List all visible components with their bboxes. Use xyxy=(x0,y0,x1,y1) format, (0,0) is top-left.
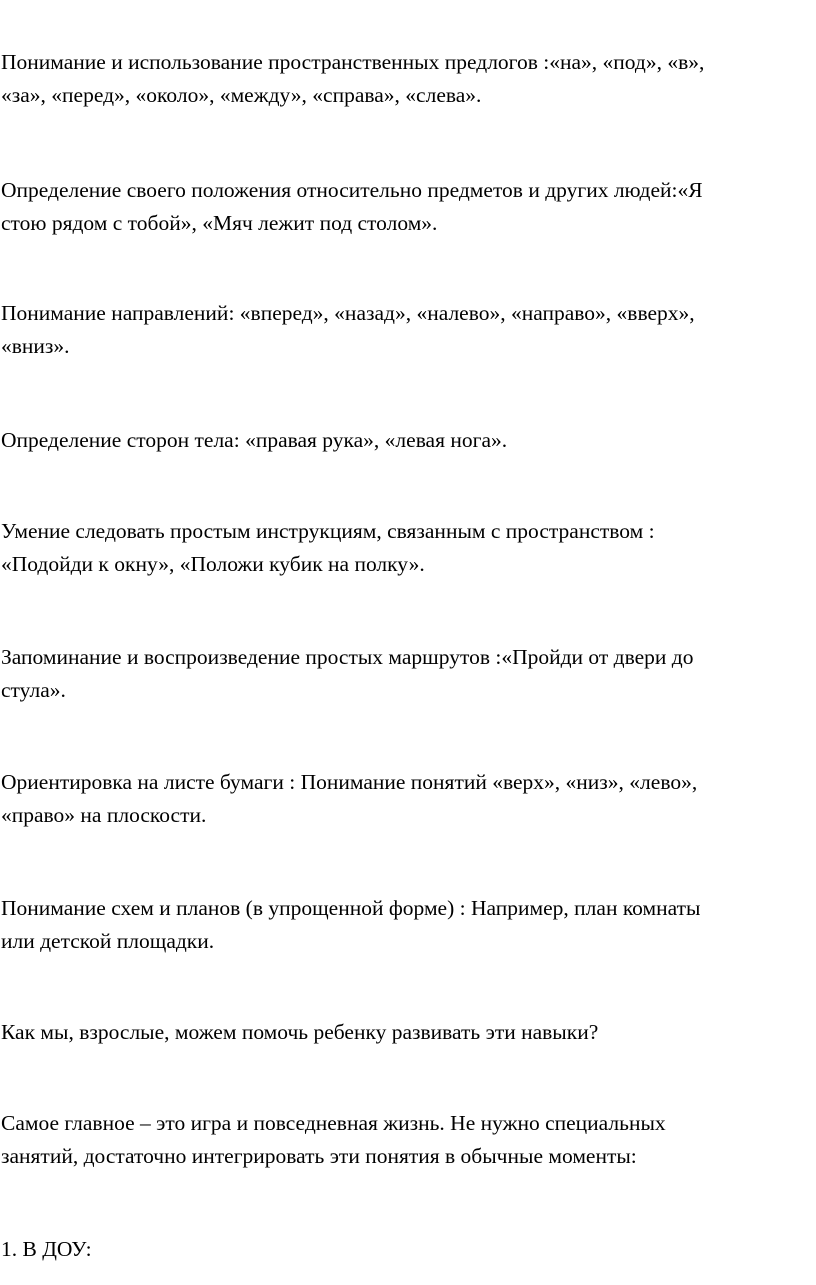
paragraph-line: Понимание направлений: «вперед», «назад», «налево», «направо», «вверх», xyxy=(1,301,695,325)
paragraph-line: «Подойди к окну», «Положи кубик на полку». xyxy=(1,552,425,576)
paragraph-question xyxy=(1,1016,813,1049)
paragraph-line: или детской площадки. xyxy=(1,929,215,953)
paragraph-line: «вниз». xyxy=(1,334,70,358)
paragraph-line: Как мы, взрослые, можем помочь ребенку развивать эти навыки? xyxy=(1,1020,599,1044)
paragraph-line: Умение следовать простым инструкциям, связанным с пространством : xyxy=(1,519,655,543)
paragraph-line: стула». xyxy=(1,678,66,702)
paragraph-line: Запоминание и воспроизведение простых маршрутов :«Пройди от двери до xyxy=(1,645,694,669)
paragraph-line: Понимание схем и планов (в упрощенной форме) : Например, план комнаты xyxy=(1,896,701,920)
paragraph-paper-orientation xyxy=(1,766,813,832)
paragraph-line: «за», «перед», «около», «между», «справа», «слева». xyxy=(1,83,482,107)
paragraph-line: занятий, достаточно интегрировать эти понятия в обычные моменты: xyxy=(1,1144,637,1168)
paragraph-line: «право» на плоскости. xyxy=(1,803,207,827)
paragraph-prepositions xyxy=(1,46,813,112)
paragraph-line: Определение сторон тела: «правая рука», «левая нога». xyxy=(1,428,508,452)
paragraph-line: Самое главное – это игра и повседневная жизнь. Не нужно специальных xyxy=(1,1111,666,1135)
paragraph-main-idea xyxy=(1,1107,813,1173)
paragraph-schemes-plans xyxy=(1,892,813,958)
paragraph-list-item-1 xyxy=(1,1233,813,1266)
paragraph-line: Понимание и использование пространственных предлогов :«на», «под», «в», xyxy=(1,50,705,74)
paragraph-instructions xyxy=(1,515,813,581)
paragraph-body-sides xyxy=(1,424,813,457)
paragraph-own-position xyxy=(1,174,813,240)
paragraph-directions xyxy=(1,297,813,363)
paragraph-line: стою рядом с тобой», «Мяч лежит под столом». xyxy=(1,211,438,235)
paragraph-routes xyxy=(1,641,813,707)
paragraph-line: Ориентировка на листе бумаги : Понимание понятий «верх», «низ», «лево», xyxy=(1,770,698,794)
paragraph-line: Определение своего положения относительно предметов и других людей:«Я xyxy=(1,178,703,202)
paragraph-line: 1. В ДОУ: xyxy=(1,1237,92,1261)
